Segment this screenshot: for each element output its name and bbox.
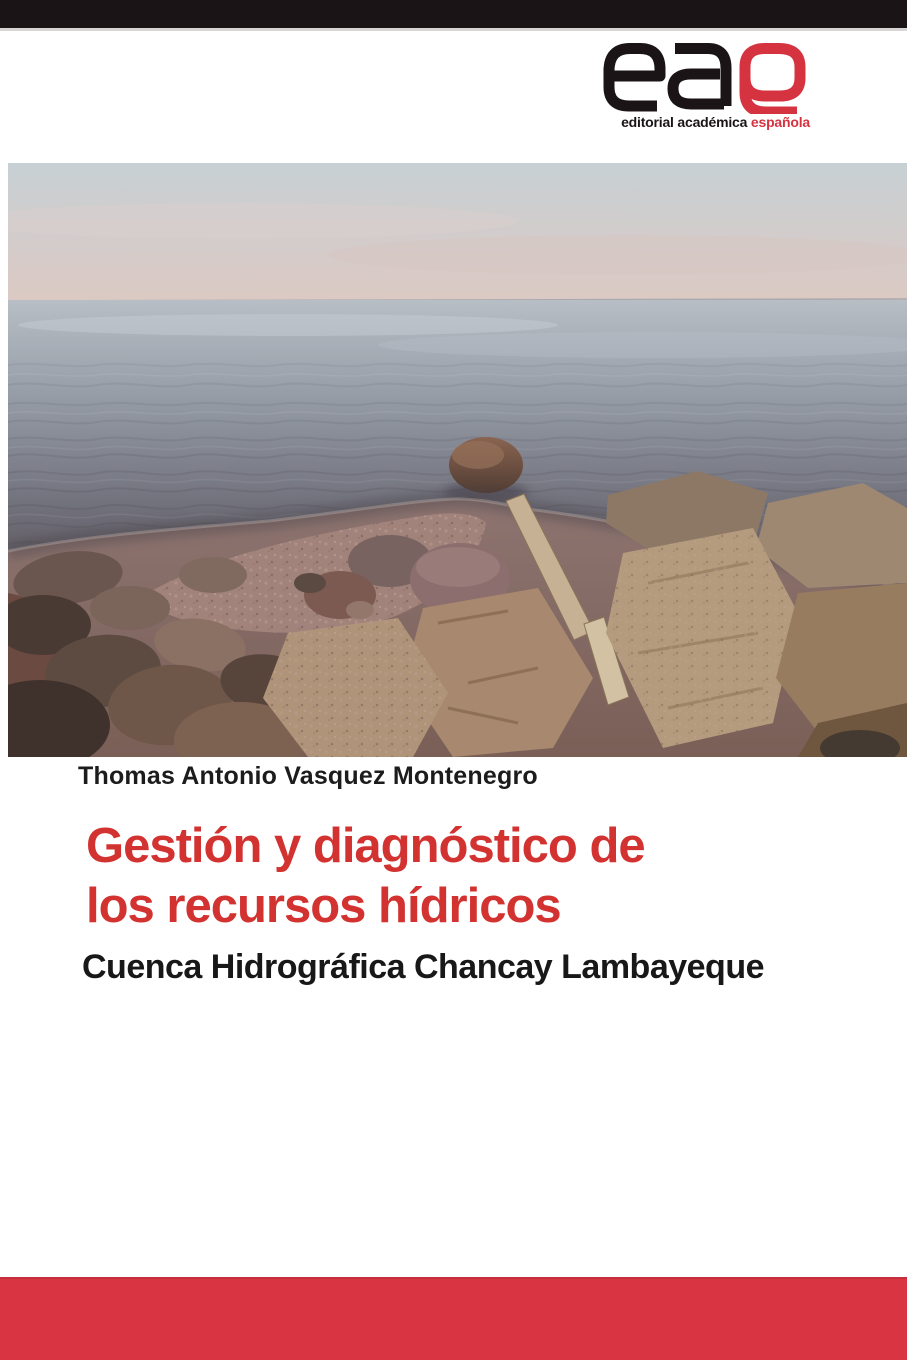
publisher-logo — [600, 42, 810, 134]
rocks-right — [606, 471, 907, 757]
footer-bar — [0, 1277, 907, 1360]
cover-photo — [8, 163, 907, 757]
top-banner — [0, 0, 907, 28]
sky — [8, 163, 907, 303]
cover-photo-illustration — [8, 163, 907, 757]
logo-letter-e — [609, 49, 660, 107]
eae-logo-icon — [600, 42, 810, 114]
logo-letter-e-red — [745, 49, 800, 113]
publisher-tagline — [621, 114, 810, 130]
book-title-line-1: Gestión y diagnóstico de — [86, 819, 645, 873]
publisher-tagline-black: editorial académica — [621, 114, 751, 130]
book-title — [86, 816, 645, 936]
publisher-tagline-red: española — [750, 114, 810, 130]
book-title-line-2: los recursos hídricos — [86, 879, 561, 933]
book-subtitle: Cuenca Hidrográfica Chancay Lambayeque — [82, 948, 765, 986]
logo-letter-a — [673, 49, 726, 107]
author-name: Thomas Antonio Vasquez Montenegro — [78, 762, 538, 790]
